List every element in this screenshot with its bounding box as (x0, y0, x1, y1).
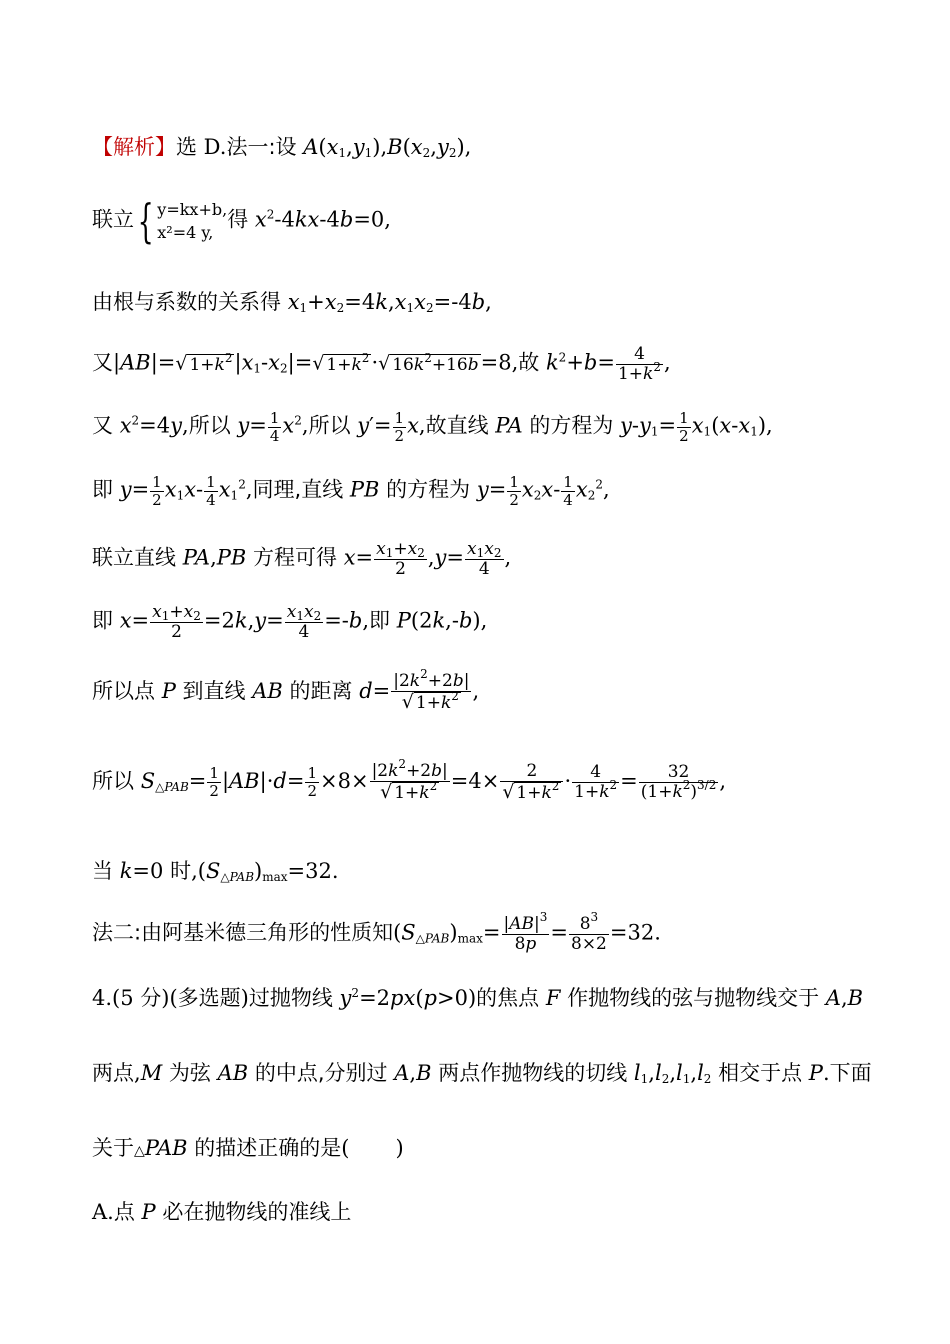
analysis-line-7: 联立直线 PA,PB 方程可得 x= $\frac{x_1+x_2}{2}$ ,y= $\frac{x_1x_2}{4}$ , (92, 539, 512, 579)
analysis-line-3: 由根与系数的关系得 $x_1+x_2=4k,x_1x_2=-4b$, (92, 290, 492, 315)
analysis-line-1: 【解析】选 D.法一:设 $A(x_1,y_1),B(x_2,y_2)$, (92, 135, 472, 160)
system-eq-1: y=kx+b, (157, 200, 228, 219)
simultaneous-label: 联立 (92, 207, 134, 232)
analysis-line-2: 联立{ y=kx+b, x²=4 y, 得 $x^2-4kx-4b=0$, (92, 194, 391, 249)
question-4-line-2: 两点,M 为弦 AB 的中点,分别过 A,B 两点作抛物线的切线 $l_1,l_2,l_1,l_2$ 相交于点 P.下面 (92, 1061, 872, 1086)
analysis-line-6: 即 y= $\frac{1}{2}$ $x_1x-$ $\frac{1}{4}$ $x_1^2$,同理,直线 PB 的方程为 y= $\frac{1}{2}$ $x_2x-$ $\frac{1}{4}$ $x_2^2$, (92, 473, 610, 509)
analysis-tag: 【解析】 (92, 135, 176, 159)
option-a: A.点 P 必在抛物线的准线上 (92, 1200, 352, 1224)
question-4-line-3: 关于△PAB 的描述正确的是( ) (92, 1136, 404, 1160)
analysis-line-11: 当 k=0 时$,(S_{\triangle PAB})_{max}=32$. (92, 859, 339, 884)
analysis-line-8: 即 x= $\frac{x_1+x_2}{2}$ =2k,y= $\frac{x_1x_2}{4}$ =-b,即 P(2k,-b), (92, 602, 488, 642)
analysis-line-9: 所以点 P 到直线 AB 的距离 d= $\frac{|2k^2+2b|}{√ 1+k^2}$ , (92, 667, 480, 713)
analysis-line-12: 法二:由阿基米德三角形的性质知$(S_{\triangle PAB})_{max}=$ $\frac{|AB|^3}{8p}$ = $\frac{8^3}{8\times 2}$ =32. (92, 910, 661, 954)
analysis-line-5: 又 $x^2=4y$,所以 y= $\frac{1}{4}$ $x^2$,所以 y′= $\frac{1}{2}$ x,故直线 PA 的方程为 $y-y_1=$ $\frac{1}{2}$ $x_1(x-x_1)$, (92, 409, 773, 445)
system-eq-2: x²=4 y, (157, 223, 214, 243)
analysis-line-4: 又|AB|=√ $1+k^2|x_1-x_2|=√$ $1+k^2\cdot√$ $16k^2+16b=8$,故 $k^2+b=$ $\frac{4}{1+k^2}$ , (92, 344, 671, 384)
analysis-line-10: 所以 $S_{\triangle PAB}=$ $\frac{1}{2}$ |AB|·d= $\frac{1}{2}$ ×8× $\frac{|2k^2+2b|}{√ 1+k^2}$ =4× $\frac{2}{√ 1+k^2}$ · $\frac{4}{1+k^2}$ = $\frac{32}{(1+k^2)^{3/2}}$ , (92, 757, 727, 803)
question-4-line-1: 4.(5 分)(多选题)过抛物线 $y^2=2px(p>0)$的焦点 F 作抛物线的弦与抛物线交于 A,B (92, 986, 864, 1010)
